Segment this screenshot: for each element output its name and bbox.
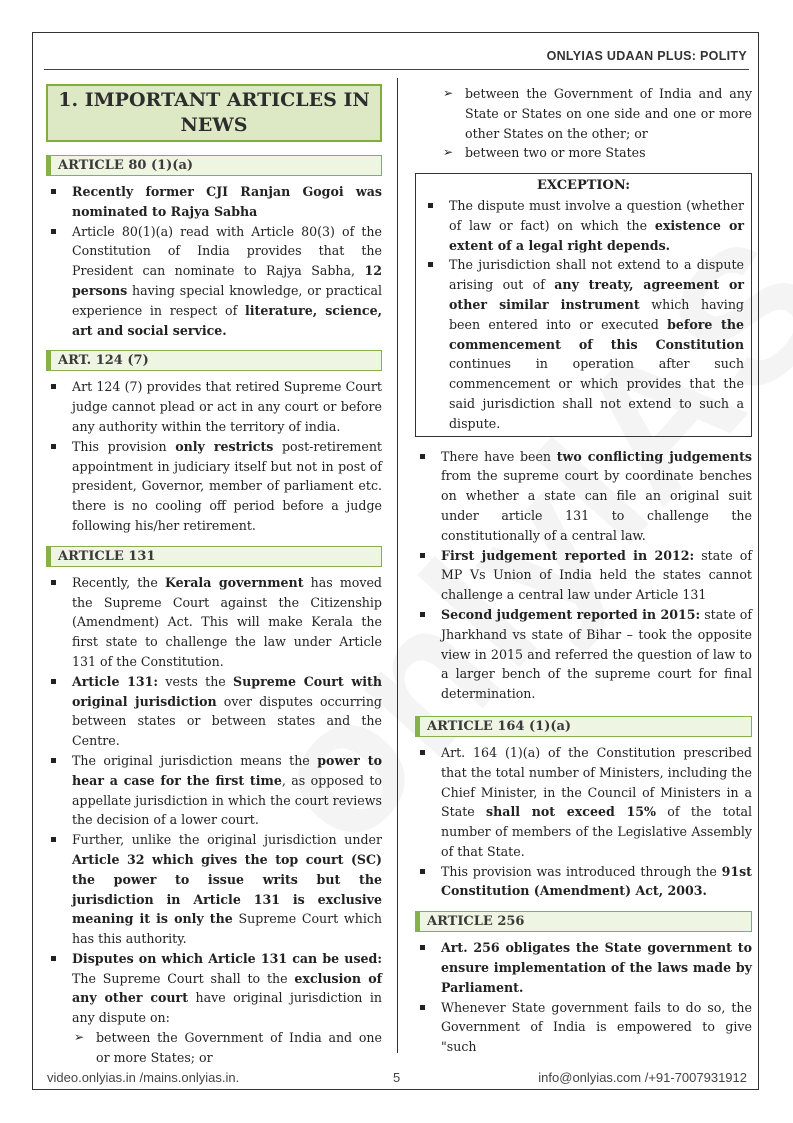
list-item: Art 124 (7) provides that retired Supreme Court judge cannot plead or act in any court or before any authority within the territory of india. bbox=[46, 377, 382, 436]
bullet-list bbox=[46, 377, 382, 535]
arrow-list bbox=[72, 1028, 382, 1068]
bullet-list bbox=[46, 182, 382, 340]
arrow-item: ➢ between two or more States bbox=[441, 143, 752, 163]
section-heading-art-124: ART. 124 (7) bbox=[46, 350, 382, 371]
section-heading-article-164: ARTICLE 164 (1)(a) bbox=[415, 716, 752, 737]
column-divider bbox=[397, 78, 398, 1053]
bullet-list bbox=[415, 743, 752, 901]
running-header: ONLYIAS UDAAN PLUS: POLITY bbox=[546, 49, 747, 63]
list-item: Art. 164 (1)(a) of the Constitution prescribed that the total number of Ministers, including the Chief Minister, in the Council of Ministers in a State shall not exceed 15% of the total number of members of the Legislative Assembly of that State. bbox=[415, 743, 752, 862]
right-column bbox=[415, 84, 752, 1057]
list-item: The original jurisdiction means the power to hear a case for the first time, as opposed to appellate jurisdiction in which the court reviews the decision of a lower court. bbox=[46, 751, 382, 830]
arrow-item: ➢ between the Government of India and one or more States; or bbox=[72, 1028, 382, 1068]
list-item: Recently former CJI Ranjan Gogoi was nominated to Rajya Sabha bbox=[46, 182, 382, 222]
list-item: Article 80(1)(a) read with Article 80(3) of the Constitution of India provides that the President can nominate to Rajya Sabha, 12 persons having special knowledge, or practical experience in respect of literature, science, art and social service. bbox=[46, 222, 382, 341]
section-heading-article-80: ARTICLE 80 (1)(a) bbox=[46, 155, 382, 176]
list-item: Further, unlike the original jurisdiction under Article 32 which gives the top court (SC) the power to issue writs but the jurisdiction in Article 131 is exclusive meaning it is only the Supreme Court which has this authority. bbox=[46, 830, 382, 949]
header-rule bbox=[44, 69, 749, 70]
footer-contact[interactable]: info@onlyias.com /+91-7007931912 bbox=[538, 1070, 747, 1085]
list-item: This provision was introduced through the 91st Constitution (Amendment) Act, 2003. bbox=[415, 862, 752, 902]
list-item: Art. 256 obligates the State government to ensure implementation of the laws made by Parliament. bbox=[415, 938, 752, 997]
list-item: This provision only restricts post-retirement appointment in judiciary itself but not in post of president, Governor, member of parliament etc. there is no cooling off period before a judge following his/her retirement. bbox=[46, 437, 382, 536]
left-column bbox=[46, 84, 382, 1068]
page-number: 5 bbox=[393, 1070, 401, 1085]
bullet-list bbox=[415, 938, 752, 1057]
list-item: Whenever State government fails to do so, the Government of India is empowered to give "such bbox=[415, 998, 752, 1057]
bullet-list bbox=[423, 196, 744, 434]
list-item: Article 131: vests the Supreme Court with original jurisdiction over disputes occurring between states or between states and the Centre. bbox=[46, 672, 382, 751]
exception-title: EXCEPTION: bbox=[536, 178, 631, 194]
list-item: There have been two conflicting judgements from the supreme court by coordinate benches on whether a state can file an original suit under article 131 to challenge the constitutionally of a central law. bbox=[415, 447, 752, 546]
footer-links[interactable]: video.onlyias.in /mains.onlyias.in. bbox=[47, 1070, 240, 1085]
section-heading-article-256: ARTICLE 256 bbox=[415, 911, 752, 932]
bullet-list bbox=[46, 573, 382, 1068]
list-item: Recently, the Kerala government has moved the Supreme Court against the Citizenship (Amendment) Act. This will make Kerala the first state to challenge the law under Article 131 of the Constitution. bbox=[46, 573, 382, 672]
list-item: The dispute must involve a question (whether of law or fact) on which the existence or extent of a legal right depends. bbox=[423, 196, 744, 255]
list-item: The jurisdiction shall not extend to a dispute arising out of any treaty, agreement or other similar instrument which having been entered into or executed before the commencement of this Constitution continues in operation after such commencement or which provides that the said jurisdiction shall not extend to such a dispute. bbox=[423, 255, 744, 433]
exception-box bbox=[415, 173, 752, 436]
list-item: Disputes on which Article 131 can be used: The Supreme Court shall to the exclusion of any other court have original jurisdiction in any dispute on: ➢ between the Government of India and one or more States; or bbox=[46, 949, 382, 1068]
arrow-item: ➢ between the Government of India and any State or States on one side and one or more other States on the other; or bbox=[441, 84, 752, 143]
bullet-list bbox=[415, 447, 752, 704]
arrow-list bbox=[441, 84, 752, 163]
list-item: First judgement reported in 2012: state of MP Vs Union of India held the states cannot challenge a central law under Article 131 bbox=[415, 546, 752, 605]
page-title: 1. IMPORTANT ARTICLES IN NEWS bbox=[46, 84, 382, 142]
section-heading-article-131: ARTICLE 131 bbox=[46, 546, 382, 567]
list-item: Second judgement reported in 2015: state of Jharkhand vs state of Bihar – took the opposite view in 2015 and referred the question of law to a larger bench of the supreme court for final determination. bbox=[415, 605, 752, 704]
